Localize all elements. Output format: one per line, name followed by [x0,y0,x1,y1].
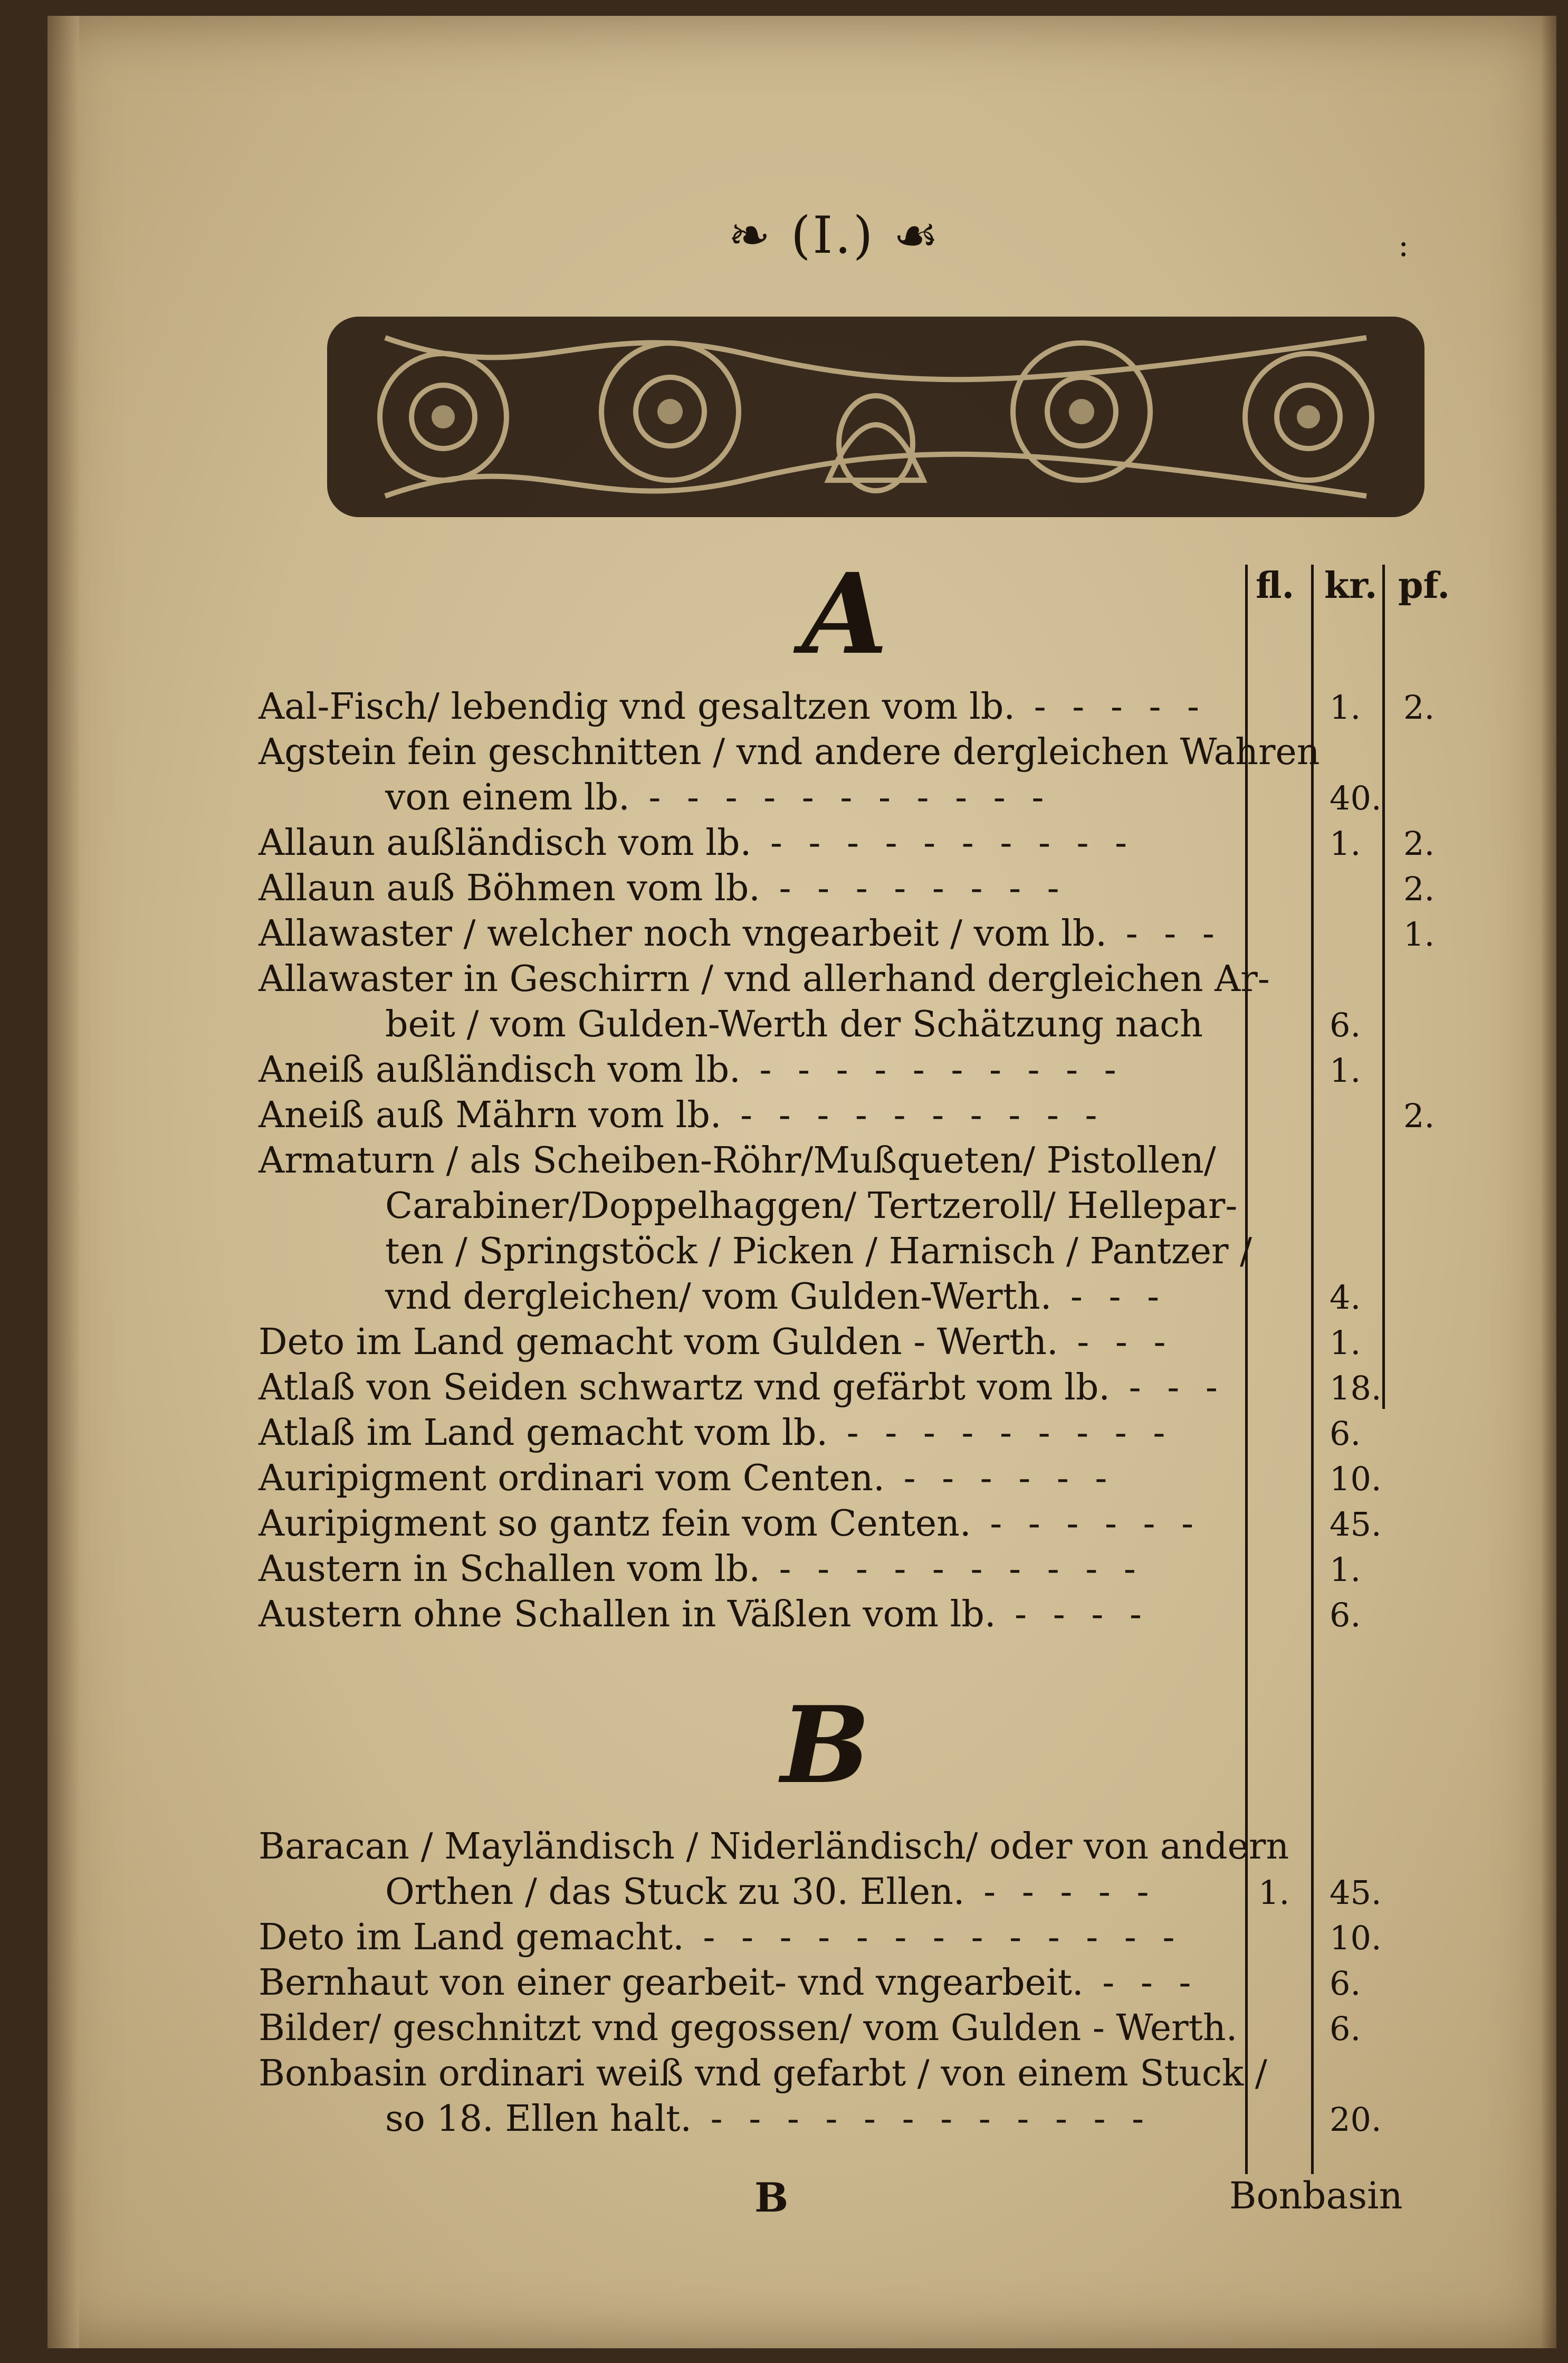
page-edge [1541,16,1556,2348]
amount-kr: 6. [1330,2009,1361,2048]
leader-dashes: - - - - [996,1594,1149,1635]
amount-kr: 45. [1330,1505,1382,1543]
entry-text: Armaturn / als Scheiben-Röhr/Mußqueten/ Pistollen/ [259,1140,1216,1182]
entry-text: Allaun außländisch vom lb. [259,822,752,864]
amount-kr: 18. [1330,1369,1382,1407]
leader-dashes: - - - - - - [971,1503,1201,1545]
entry-line [259,1140,1216,1182]
entry-text: Baracan / Mayländisch / Niderländisch/ oder von andern [259,1826,1289,1867]
amount-pf: 1. [1403,915,1435,954]
leader-dashes: - - - - - - - - - - - - [692,2098,1152,2140]
column-header-pf: pf. [1398,565,1450,607]
entry-text: Carabiner/Doppelhaggen/ Tertzeroll/ Hellepar- [385,1185,1238,1227]
initial-letter-b: B [781,1683,871,1807]
page-number-text: (I.) [790,206,875,265]
leader-dashes: - - - - - - - - - - [760,1548,1143,1590]
leader-dashes: - - - - - - [884,1457,1115,1499]
amount-kr: 40. [1330,779,1382,817]
entry-text: Austern ohne Schallen in Väßlen vom lb. [259,1594,996,1635]
entry-line [259,868,1067,909]
entry-line [259,1049,1124,1091]
entry-line [385,1871,1156,1913]
amount-pf: 2. [1403,688,1435,727]
leader-dashes: - - - [1051,1276,1167,1318]
entry-line [259,2007,1237,2049]
entry-text: Bilder/ geschnitzt vnd gegossen/ vom Gulden - Werth. [259,2007,1238,2049]
amount-pf: 2. [1403,870,1435,908]
entry-line [259,1094,1104,1136]
amount-kr: 6. [1330,1596,1361,1634]
ornamental-headpiece [322,306,1430,528]
entry-text: Allawaster in Geschirrn / vnd allerhand dergleichen Ar- [259,958,1270,1000]
entry-text: vnd dergleichen/ vom Gulden-Werth. [385,1276,1052,1318]
entry-line [259,731,1320,773]
entry-text: Orthen / das Stuck zu 30. Ellen. [385,1871,965,1913]
amount-kr: 1. [1330,824,1361,863]
entry-line [259,1826,1289,1867]
entry-text: Austern in Schallen vom lb. [259,1548,760,1590]
amount-kr: 10. [1330,1919,1382,1957]
leader-dashes: - - - [1110,1367,1225,1408]
entry-line [385,1004,1203,1045]
entry-line [259,1503,1201,1545]
book-page [47,16,1556,2348]
leader-dashes: - - - [1107,913,1222,955]
column-rule [1311,565,1314,2174]
amount-kr: 45. [1330,1873,1382,1912]
leader-dashes: - - - - - - - - - [828,1412,1173,1454]
amount-kr: 1. [1330,688,1361,727]
entry-line [259,2053,1267,2094]
entry-text: von einem lb. [385,777,630,818]
entry-text: Allawaster / welcher noch vngearbeit / vom lb. [259,913,1107,955]
amount-kr: 10. [1330,1460,1382,1498]
entry-text: Auripigment ordinari vom Centen. [259,1457,885,1499]
entry-text: Deto im Land gemacht. [259,1917,684,1958]
leader-dashes: - - - - - - - - - - [721,1094,1105,1136]
entry-line [385,777,1051,818]
column-rule [1382,565,1385,1409]
fleuron-right-icon: ☙ [875,206,941,265]
entry-text: Allaun auß Böhmen vom lb. [259,868,760,909]
column-header-kr: kr. [1324,565,1378,607]
entry-text: ten / Springstöck / Picken / Harnisch / Pantzer / [385,1231,1253,1272]
page-number [728,206,941,265]
entry-line [259,1962,1198,2004]
entry-line [259,1917,1182,1958]
catchword: Bonbasin [1229,2174,1403,2217]
entry-text: Atlaß im Land gemacht vom lb. [259,1412,828,1454]
leader-dashes: - - - - - - - - - - - [629,777,1051,818]
entry-text: so 18. Ellen halt. [385,2098,692,2140]
entry-line [385,2098,1151,2140]
entry-line [259,1548,1143,1590]
entry-text: Agstein fein geschnitten / vnd andere dergleichen Wahren [259,731,1320,773]
leader-dashes: - - - - - - - - [760,868,1067,909]
amount-kr: 20. [1330,2100,1382,2139]
amount-kr: 1. [1330,1550,1361,1589]
entry-text: Bernhaut von einer gearbeit- vnd vngearbeit. [259,1962,1084,2004]
signature-mark: B [754,2174,789,2221]
leader-dashes: - - - - - - - - - - [751,822,1135,864]
leader-dashes: - - - [1083,1962,1199,2004]
entry-line [385,1276,1167,1318]
column-rule [1245,565,1248,2174]
entry-line [259,1367,1225,1408]
fleuron-left-icon: ❧ [728,206,791,265]
leader-dashes: - - - [1058,1321,1173,1363]
entry-text: Deto im Land gemacht vom Gulden - Werth. [259,1321,1058,1363]
entry-line [259,1412,1172,1454]
entry-line [259,686,1207,728]
entry-line [259,958,1270,1000]
entry-line [385,1185,1237,1227]
amount-kr: 6. [1330,1006,1361,1044]
amount-pf: 2. [1403,1097,1435,1135]
entry-line [259,1457,1114,1499]
entry-line [385,1231,1252,1272]
leader-dashes: - - - - - [1015,686,1207,728]
entry-line [259,1321,1173,1363]
page-gutter [47,16,79,2348]
entry-text: Aneiß auß Mährn vom lb. [259,1094,722,1136]
initial-letter-a: A [802,549,888,679]
amount-fl: 1. [1258,1873,1290,1912]
amount-kr: 1. [1330,1051,1361,1090]
leader-dashes: - - - - - - - - - - [740,1049,1124,1091]
entry-text: beit / vom Gulden-Werth der Schätzung nach [385,1004,1203,1045]
column-header-fl: fl. [1256,565,1295,607]
entry-text: Atlaß von Seiden schwartz vnd gefärbt vom lb. [259,1367,1111,1408]
entry-line [259,1594,1149,1635]
amount-kr: 4. [1330,1278,1361,1317]
amount-kr: 1. [1330,1323,1361,1362]
entry-text: Bonbasin ordinari weiß vnd gefarbt / von einem Stuck / [259,2053,1267,2094]
entry-text: Auripigment so gantz fein vom Centen. [259,1503,971,1545]
entry-text: Aal-Fisch/ lebendig vnd gesaltzen vom lb. [259,686,1016,728]
amount-pf: 2. [1403,824,1435,863]
entry-line [259,913,1222,955]
entry-text: Aneiß außländisch vom lb. [259,1049,741,1091]
leader-dashes: - - - - - [964,1871,1156,1913]
corner-mark: : [1398,227,1409,264]
entry-line [259,822,1134,864]
leader-dashes: - - - - - - - - - - - - - [684,1917,1182,1958]
amount-kr: 6. [1330,1414,1361,1453]
amount-kr: 6. [1330,1964,1361,2003]
